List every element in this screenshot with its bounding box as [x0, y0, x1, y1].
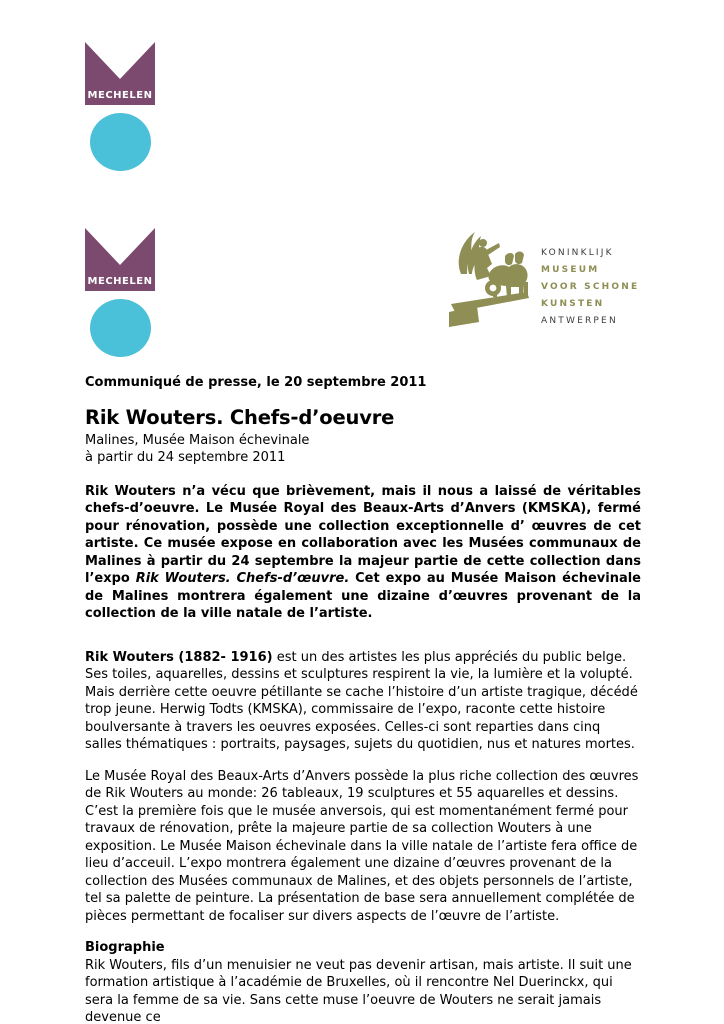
intro-text-1: Rik Wouters n’a vécu que brièvement, mais il nous a laissé de véritables chefs-d’oeuvre. Le Musée Royal des Beaux-Arts d’Anvers (KMSKA), fermé pour rénovation, possède une collection exceptionnelle d’ œuvres de cet artiste. Ce musée expose en collaboration avec les Musées communaux de Malines à partir du 24 septembre la majeur partie de cette collection dans l’expo	[85, 483, 641, 586]
kmska-logo-text	[541, 230, 639, 332]
biography-heading: Biographie	[85, 940, 165, 955]
mechelen-m-icon	[85, 228, 155, 291]
intro-expo-title-italic: Rik Wouters. Chefs-d’œuvre.	[135, 571, 350, 586]
intro-text-2: Cet expo au Musée Maison échevinale de Malines montrera également une dizaine d’œuvres provenant de la collection de la ville natale de l’artiste.	[85, 571, 641, 621]
paragraph-collection: Le Musée Royal des Beaux-Arts d’Anvers possède la plus riche collection des œuvres de Rik Wouters au monde: 26 tableaux, 19 sculptures et 55 aquarelles et dessins. C’est la première fois que le musée anversois, qui est momentanément fermé pour travaux de rénovation, prête la majeure partie de sa collection Wouters à une exposition. Le Musée Maison échevinale dans la ville natale de l’artiste fera office de lieu d’acceuil. L’expo montrera également une dizaine d’œuvres provenant de la collection des Musées communaux de Malines, et des objets personnels de l’artiste, tel sa palette de peinture. La présentation de base sera annuellement complétée de pièces permettant de focaliser sur divers aspects de l’œuvre de l’artiste.	[85, 768, 639, 924]
paragraph-artist	[85, 649, 641, 754]
paragraph-artist-text: est un des artistes les plus appréciés du public belge. Ses toiles, aquarelles, dessins et sculptures respirent la vie, la lumière et la volupté. Mais derrière cette oeuvre pétillante se cache l’histoire d’un artiste tragique, décédé trop jeune. Herwig Todts (KMSKA), commissaire de l’expo, raconte cette histoire boulversante à travers les oeuvres exposées. Celles-ci sont reparties dans cinq salles thématiques : portraits, paysages, sujets du quotidien, nus et natures mortes.	[85, 649, 638, 752]
kmska-line-voor-schone: VOOR SCHONE	[541, 282, 640, 292]
mechelen-logo-label: MECHELEN	[87, 276, 153, 287]
biography-paragraph: Rik Wouters, fils d’un menuisier ne veut pas devenir artisan, mais artiste. Il suit une formation artistique à l’académie de Bruxelles, où il rencontre Nel Duerinckx, qui sera la femme de sa vie. Sans cette muse l’oeuvre de Wouters ne serait jamais devenue ce	[85, 957, 632, 1024]
kmska-line-antwerpen: ANTWERPEN	[541, 316, 618, 326]
intro-paragraph	[85, 483, 641, 623]
press-release-date-line: Communiqué de presse, le 20 septembre 2011	[85, 375, 427, 390]
kmska-line-kunsten: KUNSTEN	[541, 299, 605, 309]
kmska-line-koninklijk: KONINKLIJK	[541, 248, 614, 258]
mechelen-logo-middle	[85, 228, 155, 357]
subtitle-start-date: à partir du 24 septembre 2011	[85, 449, 286, 465]
mechelen-m-icon	[85, 42, 155, 105]
mechelen-dot-icon	[90, 113, 151, 171]
kmska-line-museum: MUSEUM	[541, 265, 600, 275]
kmska-logo	[447, 230, 639, 332]
mechelen-logo-top	[85, 42, 155, 171]
kmska-statue-icon	[447, 230, 531, 332]
artist-name-dates: Rik Wouters (1882- 1916)	[85, 649, 273, 665]
subtitle-location: Malines, Musée Maison échevinale	[85, 432, 310, 448]
mechelen-logo-label: MECHELEN	[87, 90, 153, 101]
mechelen-dot-icon	[90, 299, 151, 357]
document-body	[85, 374, 641, 1024]
page-title: Rik Wouters. Chefs-d’oeuvre	[85, 405, 395, 429]
